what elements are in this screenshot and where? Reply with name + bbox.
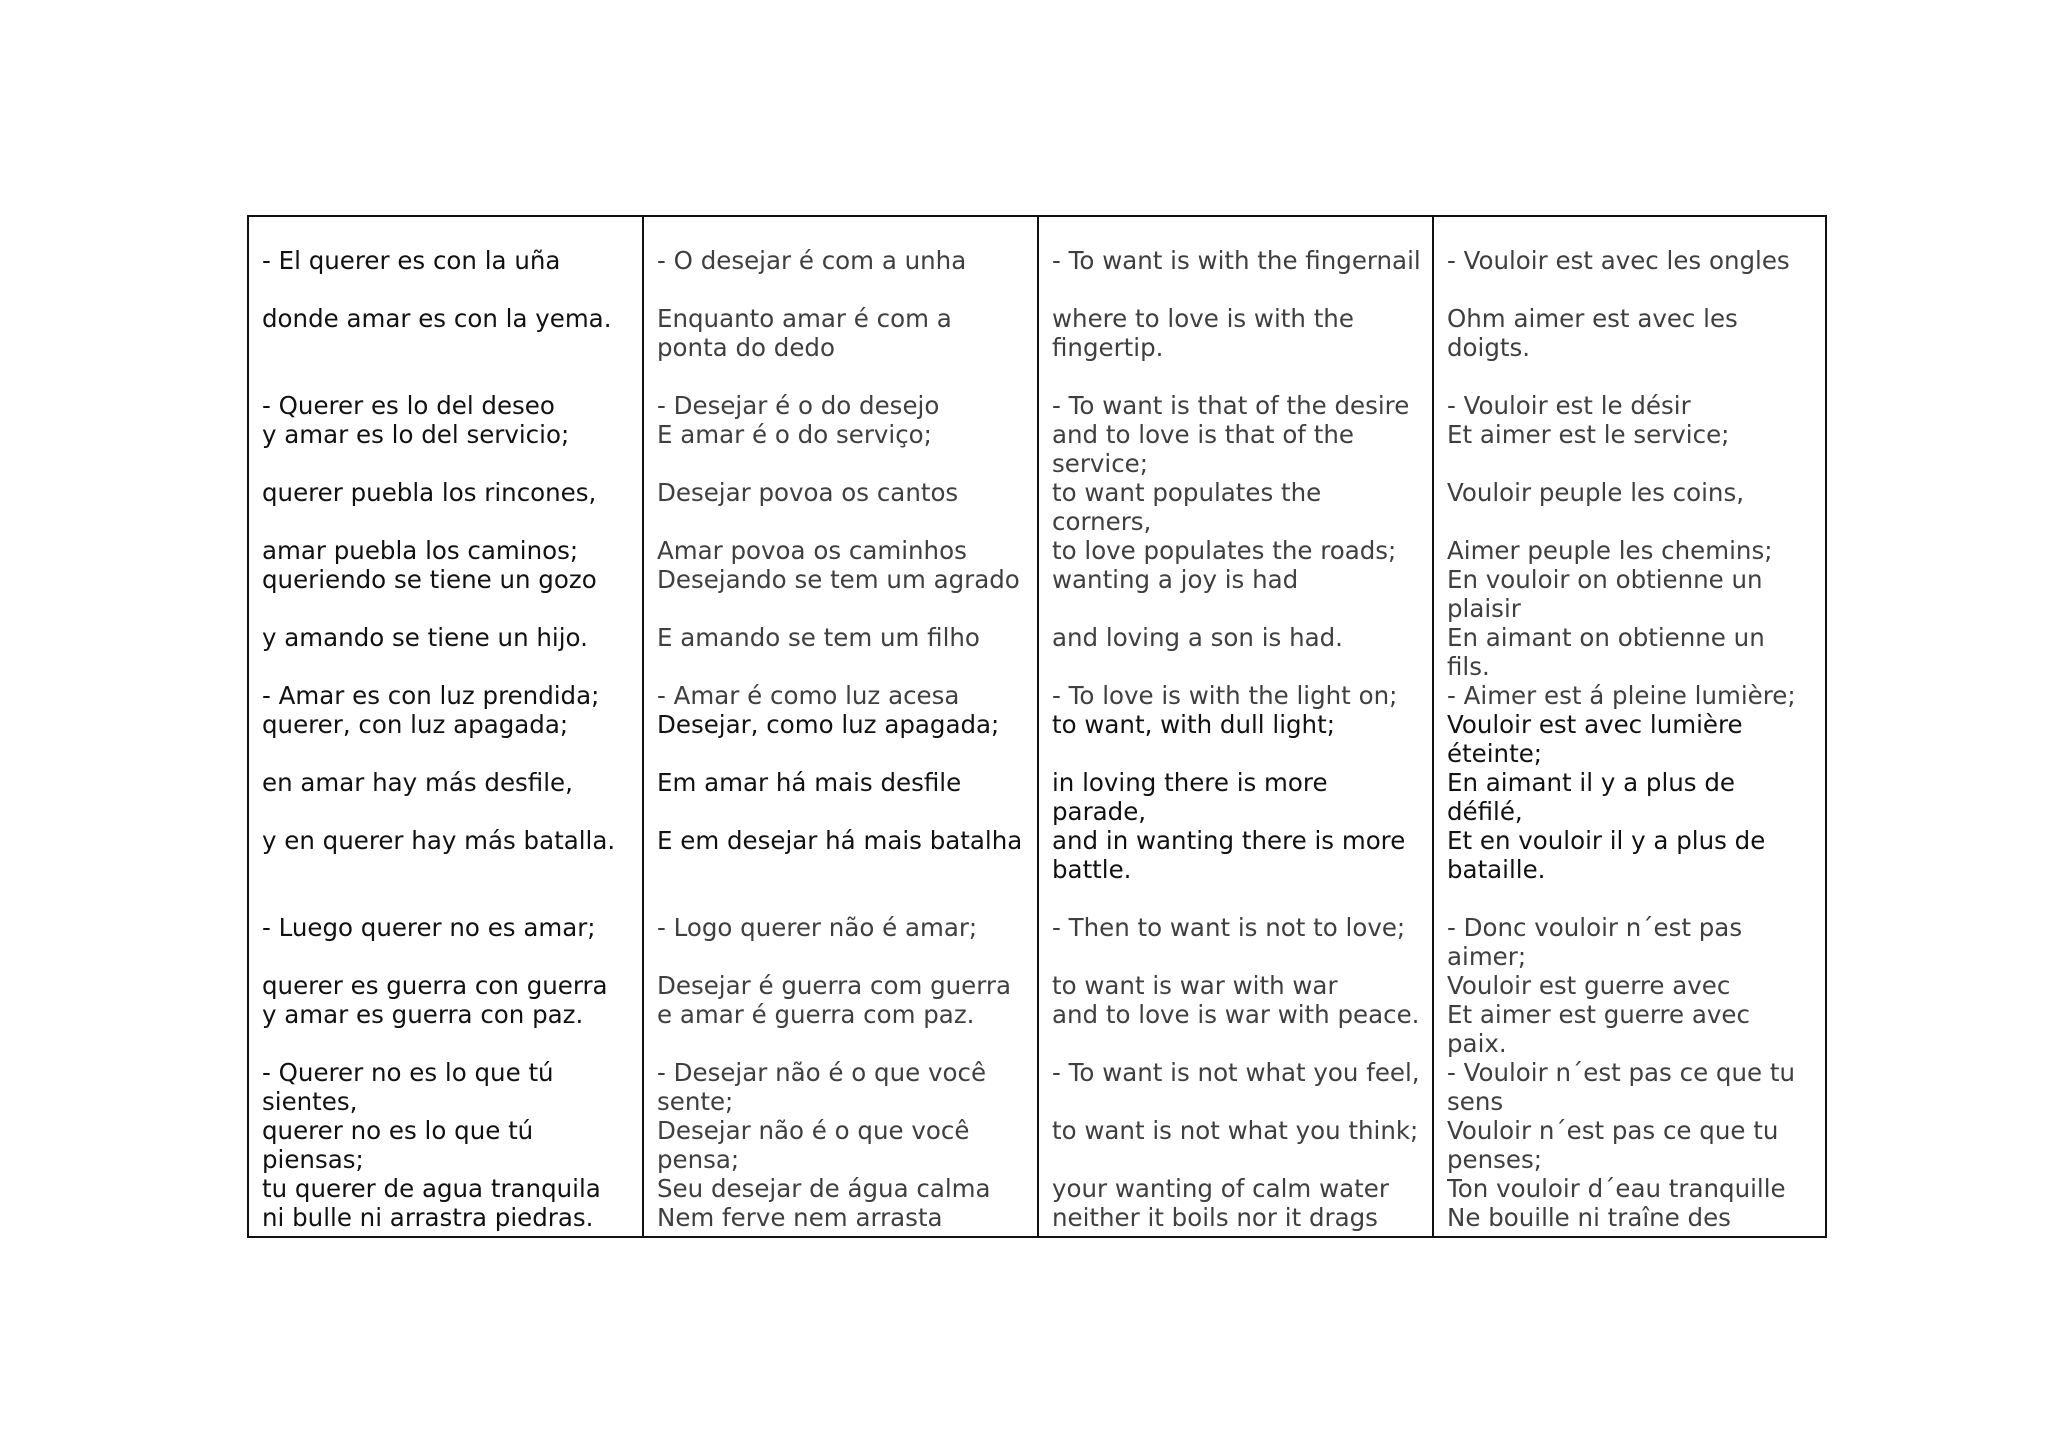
poem-line-text: Enquanto amar é com a ponta do dedo — [657, 304, 952, 362]
poem-line — [1052, 971, 1422, 1000]
poem-line — [262, 913, 632, 971]
poem-line-text: ni bulle ni arrastra piedras. — [262, 1203, 594, 1232]
poem-line-text: - To want is not what you feel, — [1052, 1058, 1420, 1087]
poem-line — [657, 1058, 1027, 1116]
poem-line-text: Em amar há mais desfile — [657, 768, 962, 797]
poem-line-text: Desejar, como luz apagada; — [657, 710, 1000, 739]
poem-line — [262, 362, 632, 391]
poem-line-text: donde amar es con la yema. — [262, 304, 612, 333]
poem-line-text: - El querer es con la uña — [262, 246, 561, 275]
poem-line-text: to want, with dull light; — [1052, 710, 1335, 739]
poem-line-text: Vouloir est avec lumière éteinte; — [1447, 710, 1743, 768]
poem-line-text: en amar hay más desfile, — [262, 768, 573, 797]
poem-line — [1447, 304, 1815, 362]
poem-line — [1052, 420, 1422, 478]
poem-line-text: E em desejar há mais batalha — [657, 826, 1023, 855]
poem-line-text: Seu desejar de água calma — [657, 1174, 991, 1203]
poem-line — [657, 304, 1027, 362]
poem-line — [262, 710, 632, 768]
poem-line — [1052, 768, 1422, 826]
poem-line-text: Ton vouloir d´eau tranquille — [1447, 1174, 1786, 1203]
poem-line — [1447, 391, 1815, 420]
poem-line — [657, 246, 1027, 304]
poem-line-text: - Desejar não é o que você sente; — [657, 1058, 987, 1116]
poem-line-text: Desejar é guerra com guerra — [657, 971, 1011, 1000]
poem-line — [1447, 1203, 1815, 1232]
poem-line — [657, 362, 1027, 391]
poem-line — [1052, 710, 1422, 768]
poem-line — [1052, 304, 1422, 362]
poem-line — [262, 565, 632, 623]
poem-line — [262, 1058, 632, 1116]
poem-line — [1052, 623, 1422, 681]
poem-line — [1052, 362, 1422, 391]
poem-line-text: querer, con luz apagada; — [262, 710, 569, 739]
poem-line-text: where to love is with the fingertip. — [1052, 304, 1354, 362]
poem-line-text: Amar povoa os caminhos — [657, 536, 967, 565]
poem-line — [1052, 1203, 1422, 1232]
poem-line — [1052, 1174, 1422, 1203]
poem-line — [657, 971, 1027, 1000]
poem-line — [1447, 1174, 1815, 1203]
poem-line — [262, 971, 632, 1000]
poem-line — [1052, 391, 1422, 420]
poem-line — [1447, 1116, 1815, 1174]
poem-line-text: E amar é o do serviço; — [657, 420, 932, 449]
poem-line — [1052, 478, 1422, 536]
poem-line-text: Vouloir est guerre avec — [1447, 971, 1731, 1000]
poem-line — [657, 1174, 1027, 1203]
poem-line-text: wanting a joy is had — [1052, 565, 1299, 594]
poem-line — [262, 1203, 632, 1232]
poem-line-text: En aimant on obtienne un fils. — [1447, 623, 1765, 681]
poem-line-text: to love populates the roads; — [1052, 536, 1397, 565]
poem-line-text: and to love is war with peace. — [1052, 1000, 1420, 1029]
poem-line-text: to want is war with war — [1052, 971, 1338, 1000]
poem-line-text: Nem ferve nem arrasta — [657, 1203, 943, 1232]
poem-line-text: Et aimer est le service; — [1447, 420, 1730, 449]
poem-line — [262, 420, 632, 478]
poem-line — [657, 536, 1027, 565]
translation-table — [247, 215, 1827, 1238]
poem-line-text: - Then to want is not to love; — [1052, 913, 1406, 942]
poem-line — [1447, 1000, 1815, 1058]
poem-line-text: e amar é guerra com paz. — [657, 1000, 975, 1029]
poem-line-text: E amando se tem um filho — [657, 623, 980, 652]
poem-line-text: Vouloir peuple les coins, — [1447, 478, 1744, 507]
poem-line — [657, 420, 1027, 478]
poem-line-text: - Donc vouloir n´est pas aimer; — [1447, 913, 1743, 971]
poem-line — [1052, 681, 1422, 710]
poem-line — [657, 478, 1027, 536]
poem-line — [262, 884, 632, 913]
poem-line — [1447, 768, 1815, 826]
poem-line — [1447, 478, 1815, 536]
poem-line-text: Et en vouloir il y a plus de bataille. — [1447, 826, 1766, 884]
poem-line-text: En aimant il y a plus de défilé, — [1447, 768, 1735, 826]
poem-line-text: y amando se tiene un hijo. — [262, 623, 588, 652]
poem-line-text: - Vouloir est avec les ongles — [1447, 246, 1790, 275]
poem-line — [1052, 1116, 1422, 1174]
poem-line — [1447, 913, 1815, 971]
poem-line — [657, 1116, 1027, 1174]
poem-line-text: - Luego querer no es amar; — [262, 913, 596, 942]
poem-line-text: neither it boils nor it drags — [1052, 1203, 1378, 1232]
column-spanish — [249, 217, 644, 1236]
poem-line-text: your wanting of calm water — [1052, 1174, 1389, 1203]
poem-line-text: to want populates the corners, — [1052, 478, 1322, 536]
poem-line-text: - O desejar é com a unha — [657, 246, 967, 275]
poem-line — [262, 1000, 632, 1058]
poem-line — [657, 768, 1027, 826]
poem-line-text: Desejando se tem um agrado — [657, 565, 1020, 594]
column-english — [1039, 217, 1434, 1236]
poem-line — [657, 826, 1027, 884]
poem-line — [1447, 884, 1815, 913]
poem-line-text: - Amar es con luz prendida; — [262, 681, 600, 710]
poem-line — [262, 246, 632, 304]
poem-line-text: querer puebla los rincones, — [262, 478, 597, 507]
poem-line-text: y amar es lo del servicio; — [262, 420, 570, 449]
poem-line-text: in loving there is more parade, — [1052, 768, 1328, 826]
poem-line-text: En vouloir on obtienne un plaisir — [1447, 565, 1763, 623]
poem-line — [1447, 826, 1815, 884]
poem-line — [1052, 536, 1422, 565]
poem-line-text: Ne bouille ni traîne des — [1447, 1203, 1731, 1232]
column-portuguese — [644, 217, 1039, 1236]
poem-line — [262, 681, 632, 710]
poem-line — [262, 391, 632, 420]
poem-line-text: - Aimer est á pleine lumière; — [1447, 681, 1796, 710]
poem-line-text: - Desejar é o do desejo — [657, 391, 940, 420]
poem-line — [1447, 536, 1815, 565]
poem-line-text: Vouloir n´est pas ce que tu penses; — [1447, 1116, 1779, 1174]
poem-line-text: and in wanting there is more battle. — [1052, 826, 1406, 884]
poem-line — [262, 623, 632, 681]
poem-line — [1052, 1000, 1422, 1058]
poem-line-text: - Vouloir est le désir — [1447, 391, 1691, 420]
poem-line — [657, 391, 1027, 420]
poem-line-text: - Querer no es lo que tú sientes, — [262, 1058, 554, 1116]
poem-line-text: to want is not what you think; — [1052, 1116, 1419, 1145]
poem-line-text: tu querer de agua tranquila — [262, 1174, 601, 1203]
column-french — [1434, 217, 1825, 1236]
poem-line — [657, 913, 1027, 971]
poem-line-text: querer no es lo que tú piensas; — [262, 1116, 534, 1174]
poem-line-text: Et aimer est guerre avec paix. — [1447, 1000, 1750, 1058]
poem-line — [1052, 913, 1422, 971]
poem-line — [262, 1174, 632, 1203]
poem-line-text: y amar es guerra con paz. — [262, 1000, 584, 1029]
poem-line-text: - Amar é como luz acesa — [657, 681, 960, 710]
poem-line — [1052, 826, 1422, 884]
poem-line — [1447, 971, 1815, 1000]
poem-line-text: - Logo querer não é amar; — [657, 913, 978, 942]
poem-line — [657, 623, 1027, 681]
poem-line-text: y en querer hay más batalla. — [262, 826, 616, 855]
poem-line-text: - Vouloir n´est pas ce que tu sens — [1447, 1058, 1796, 1116]
poem-line-text: amar puebla los caminos; — [262, 536, 579, 565]
poem-line — [262, 536, 632, 565]
poem-line-text: - Querer es lo del deseo — [262, 391, 555, 420]
poem-line-text: Desejar povoa os cantos — [657, 478, 959, 507]
poem-line-text: - To want is with the fingernail — [1052, 246, 1421, 275]
poem-line — [262, 768, 632, 826]
poem-line-text: Aimer peuple les chemins; — [1447, 536, 1773, 565]
poem-line — [657, 565, 1027, 623]
poem-line — [1447, 623, 1815, 681]
poem-line — [657, 1203, 1027, 1232]
poem-line-text: and to love is that of the service; — [1052, 420, 1354, 478]
poem-line — [1447, 681, 1815, 710]
poem-line — [1447, 362, 1815, 391]
poem-line — [1052, 246, 1422, 304]
poem-line — [657, 710, 1027, 768]
poem-line — [262, 478, 632, 536]
poem-line-text: - To love is with the light on; — [1052, 681, 1398, 710]
poem-line — [1447, 246, 1815, 304]
poem-line — [657, 1000, 1027, 1058]
poem-line — [1447, 565, 1815, 623]
poem-line-text: Ohm aimer est avec les doigts. — [1447, 304, 1738, 362]
poem-line — [1447, 710, 1815, 768]
poem-line-text: - To want is that of the desire — [1052, 391, 1410, 420]
poem-line — [1447, 1058, 1815, 1116]
poem-line-text: queriendo se tiene un gozo — [262, 565, 597, 594]
poem-line-text: Desejar não é o que você pensa; — [657, 1116, 970, 1174]
poem-line-text: querer es guerra con guerra — [262, 971, 608, 1000]
poem-line-text: and loving a son is had. — [1052, 623, 1343, 652]
poem-line — [657, 884, 1027, 913]
poem-line — [1052, 565, 1422, 623]
poem-line — [262, 1116, 632, 1174]
poem-line — [657, 681, 1027, 710]
poem-line — [1447, 420, 1815, 478]
poem-line — [262, 304, 632, 362]
poem-line — [262, 826, 632, 884]
poem-line — [1052, 884, 1422, 913]
poem-line — [1052, 1058, 1422, 1116]
